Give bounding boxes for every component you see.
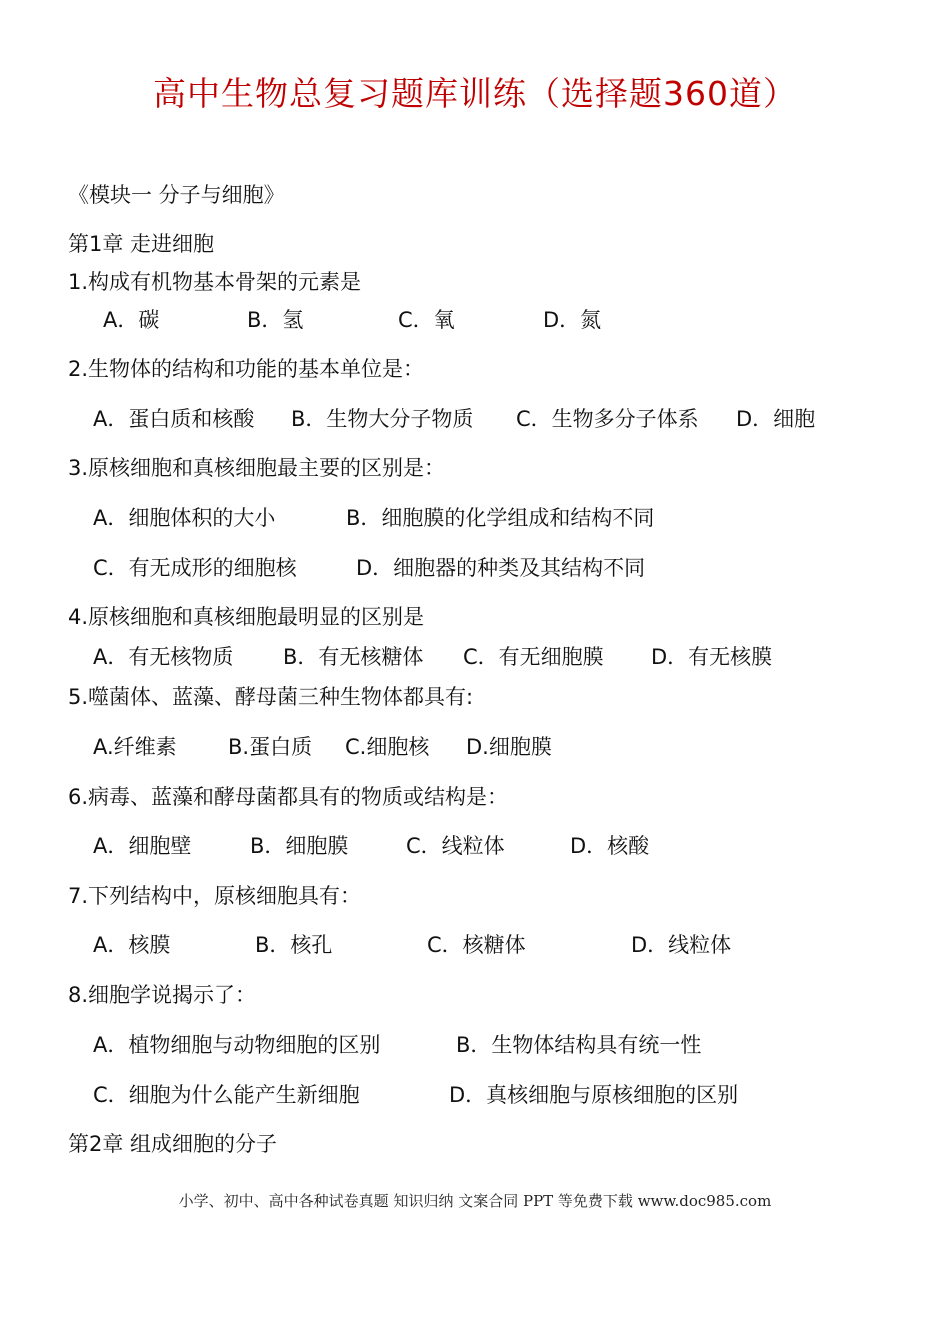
option-4b: B．有无核糖体 — [283, 645, 424, 669]
option-2a: A．蛋白质和核酸 — [93, 407, 255, 431]
option-7c: C．核糖体 — [427, 933, 526, 957]
option-7b: B．核孔 — [255, 933, 333, 957]
option-6c: C．线粒体 — [406, 834, 505, 858]
chapter-heading: 第1章 走进细胞 — [68, 232, 215, 256]
option-8b: B．生物体结构具有统一性 — [456, 1033, 702, 1057]
option-3c: C．有无成形的细胞核 — [93, 556, 297, 580]
option-6d: D．核酸 — [570, 834, 650, 858]
option-8c: C．细胞为什么能产生新细胞 — [93, 1083, 360, 1107]
option-8a: A．植物细胞与动物细胞的区别 — [93, 1033, 381, 1057]
option-3a: A．细胞体积的大小 — [93, 506, 276, 530]
option-2d: D．细胞 — [736, 407, 816, 431]
option-1b: B．氢 — [247, 308, 304, 332]
option-7a: A．核膜 — [93, 933, 171, 957]
option-5c: C.细胞核 — [345, 735, 430, 759]
option-5d: D.细胞膜 — [466, 735, 552, 759]
question-6: 6.病毒、蓝藻和酵母菌都具有的物质或结构是： — [68, 785, 509, 809]
document-title: 高中生物总复习题库训练（选择题360道） — [153, 74, 797, 113]
option-3b: B．细胞膜的化学组成和结构不同 — [346, 506, 655, 530]
option-1d: D．氮 — [543, 308, 602, 332]
option-3d: D．细胞器的种类及其结构不同 — [356, 556, 646, 580]
option-1c: C．氧 — [398, 308, 455, 332]
chapter-heading: 第2章 组成细胞的分子 — [68, 1132, 278, 1156]
question-1: 1.构成有机物基本骨架的元素是 — [68, 270, 362, 294]
option-5b: B.蛋白质 — [228, 735, 313, 759]
option-6a: A．细胞壁 — [93, 834, 192, 858]
option-4c: C．有无细胞膜 — [463, 645, 604, 669]
option-4a: A．有无核物质 — [93, 645, 234, 669]
question-4: 4.原核细胞和真核细胞最明显的区别是 — [68, 605, 425, 629]
option-2b: B．生物大分子物质 — [291, 407, 474, 431]
option-6b: B．细胞膜 — [250, 834, 349, 858]
option-7d: D．线粒体 — [631, 933, 732, 957]
question-3: 3.原核细胞和真核细胞最主要的区别是： — [68, 456, 446, 480]
option-4d: D．有无核膜 — [651, 645, 773, 669]
page-footer: 小学、初中、高中各种试卷真题 知识归纳 文案合同 PPT 等免费下载 www.doc985.com — [178, 1192, 772, 1210]
question-5: 5.噬菌体、蓝藻、酵母菌三种生物体都具有: — [68, 685, 474, 709]
option-8d: D．真核细胞与原核细胞的区别 — [449, 1083, 739, 1107]
option-2c: C．生物多分子体系 — [516, 407, 699, 431]
question-2: 2.生物体的结构和功能的基本单位是： — [68, 357, 425, 381]
option-5a: A.纤维素 — [93, 735, 177, 759]
question-7: 7.下列结构中，原核细胞具有： — [68, 884, 362, 908]
module-heading: 《模块一 分子与细胞》 — [68, 183, 285, 207]
option-1a: A．碳 — [103, 308, 160, 332]
question-8: 8.细胞学说揭示了： — [68, 983, 257, 1007]
